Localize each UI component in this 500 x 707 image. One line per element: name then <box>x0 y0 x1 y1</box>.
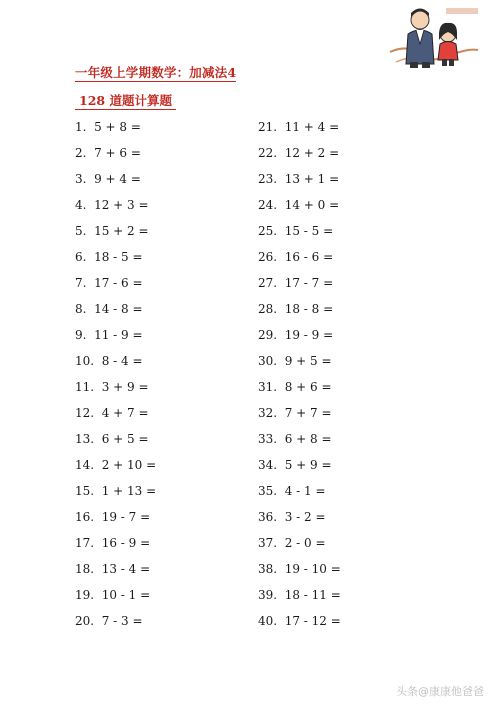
worksheet-subtitle: 128 道题计算题 <box>75 92 176 110</box>
watermark-text: 头条@康康他爸爸 <box>396 685 484 698</box>
problem-item: 35. 4 - 1 = <box>258 484 326 498</box>
problem-item: 10. 8 - 4 = <box>75 354 143 368</box>
problem-item: 21. 11 + 4 = <box>258 120 340 134</box>
problems-column-left <box>75 118 255 638</box>
problem-item: 30. 9 + 5 = <box>258 354 332 368</box>
problem-item: 24. 14 + 0 = <box>258 198 340 212</box>
problem-item: 18. 13 - 4 = <box>75 562 151 576</box>
problem-item: 19. 10 - 1 = <box>75 588 151 602</box>
problem-item: 22. 12 + 2 = <box>258 146 340 160</box>
father-daughter-illustration-icon <box>388 4 480 70</box>
problem-item: 13. 6 + 5 = <box>75 432 149 446</box>
problem-item: 39. 18 - 11 = <box>258 588 341 602</box>
problems-column-right <box>258 118 438 638</box>
problem-item: 38. 19 - 10 = <box>258 562 341 576</box>
problem-item: 31. 8 + 6 = <box>258 380 332 394</box>
problem-item: 26. 16 - 6 = <box>258 250 334 264</box>
problem-item: 17. 16 - 9 = <box>75 536 151 550</box>
problem-item: 29. 19 - 9 = <box>258 328 334 342</box>
problem-item: 32. 7 + 7 = <box>258 406 332 420</box>
problem-item: 1. 5 + 8 = <box>75 120 141 134</box>
problem-item: 11. 3 + 9 = <box>75 380 149 394</box>
problem-item: 40. 17 - 12 = <box>258 614 341 628</box>
problem-item: 15. 1 + 13 = <box>75 484 157 498</box>
problem-item: 36. 3 - 2 = <box>258 510 326 524</box>
problem-item: 37. 2 - 0 = <box>258 536 326 550</box>
problem-item: 20. 7 - 3 = <box>75 614 143 628</box>
worksheet-title: 一年级上学期数学：加减法4 <box>75 65 237 80</box>
problem-item: 16. 19 - 7 = <box>75 510 151 524</box>
problem-item: 25. 15 - 5 = <box>258 224 334 238</box>
problem-item: 7. 17 - 6 = <box>75 276 143 290</box>
problem-item: 12. 4 + 7 = <box>75 406 149 420</box>
problem-item: 6. 18 - 5 = <box>75 250 143 264</box>
problem-item: 5. 15 + 2 = <box>75 224 149 238</box>
problem-item: 28. 18 - 8 = <box>258 302 334 316</box>
problem-item: 14. 2 + 10 = <box>75 458 157 472</box>
problem-item: 8. 14 - 8 = <box>75 302 143 316</box>
problem-item: 33. 6 + 8 = <box>258 432 332 446</box>
problem-item: 2. 7 + 6 = <box>75 146 141 160</box>
problem-item: 34. 5 + 9 = <box>258 458 332 472</box>
problem-item: 3. 9 + 4 = <box>75 172 141 186</box>
problem-item: 4. 12 + 3 = <box>75 198 149 212</box>
problem-item: 9. 11 - 9 = <box>75 328 143 342</box>
problem-item: 27. 17 - 7 = <box>258 276 334 290</box>
problem-item: 23. 13 + 1 = <box>258 172 340 186</box>
